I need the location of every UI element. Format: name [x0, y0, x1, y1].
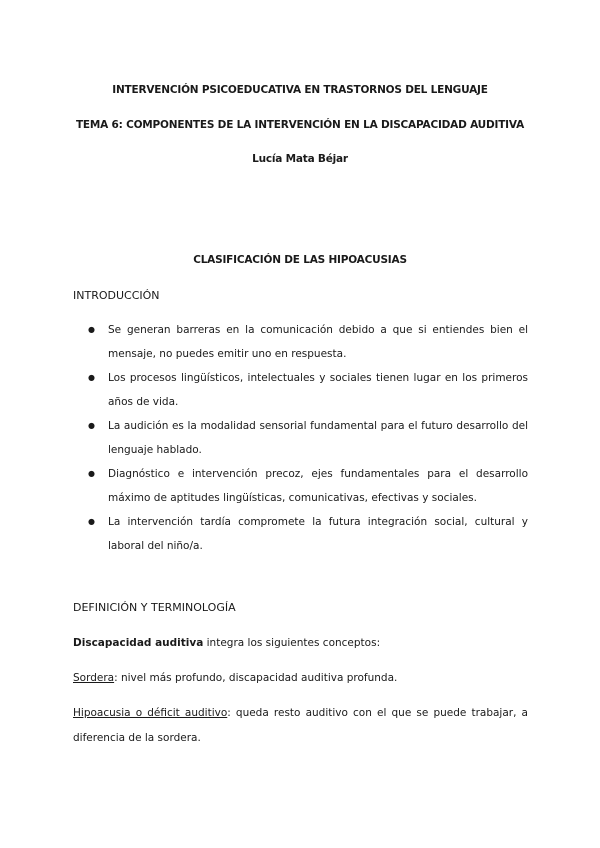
list-item: ● La intervención tardía compromete la futura integración social, cultural y laboral del niño/a. [73, 510, 528, 558]
topic-title: TEMA 6: COMPONENTES DE LA INTERVENCIÓN EN LA DISCAPACIDAD AUDITIVA [75, 119, 525, 131]
term-bold: Discapacidad auditiva [73, 637, 204, 649]
author-name: Lucía Mata Béjar [252, 153, 348, 165]
paragraph-text: : nivel más profundo, discapacidad auditiva profunda. [114, 672, 398, 684]
list-item: ● Diagnóstico e intervención precoz, ejes fundamentales para el desarrollo máximo de aptitudes lingüísticas, comunicativas, efectivas y sociales. [73, 462, 528, 510]
intro-heading: INTRODUCCIÓN [73, 289, 160, 302]
list-item: ● Los procesos lingüísticos, intelectuales y sociales tienen lugar en los primeros años de vida. [73, 366, 528, 414]
hipoacusia-paragraph [73, 701, 528, 751]
intro-bullet-list [73, 318, 528, 558]
list-item: ● Se generan barreras en la comunicación debido a que si entiendes bien el mensaje, no puedes emitir uno en respuesta. [73, 318, 528, 366]
definition-paragraph [73, 631, 528, 656]
course-title: INTERVENCIÓN PSICOEDUCATIVA EN TRASTORNOS DEL LENGUAJE [112, 84, 488, 96]
list-item: ● La audición es la modalidad sensorial fundamental para el futuro desarrollo del lenguaje hablado. [73, 414, 528, 462]
section-title: CLASIFICACIÓN DE LAS HIPOACUSIAS [193, 254, 407, 266]
term-underlined: Hipoacusia o déficit auditivo [73, 707, 228, 719]
sordera-paragraph [73, 666, 528, 691]
definition-heading: DEFINICIÓN Y TERMINOLOGÍA [73, 601, 236, 614]
paragraph-text: integra los siguientes conceptos: [203, 637, 381, 649]
term-underlined: Sordera [73, 672, 115, 684]
paragraph-text: : queda resto auditivo con el que se puede trabajar, a diferencia de la sordera. [73, 707, 528, 744]
